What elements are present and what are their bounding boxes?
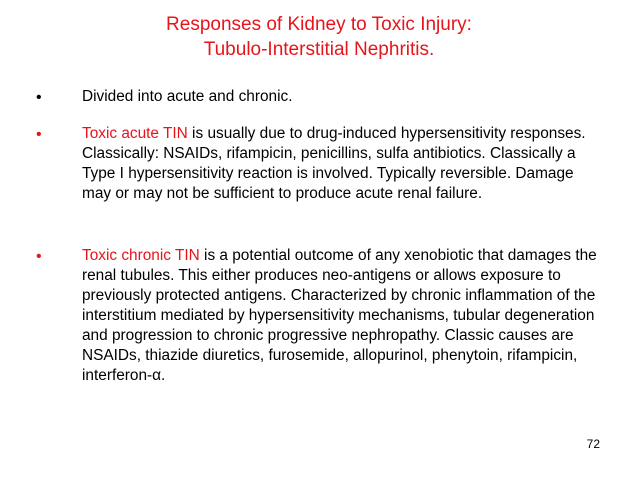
bullet-body: Divided into acute and chronic. bbox=[82, 88, 293, 105]
bullet-body: is usually due to drug-induced hypersensitivity responses. Classically: NSAIDs, rifampicin, penicillins, sulfa antibiotics. Classically a Type I hypersensitivity reaction is involved. Typically reversible. Damage may or may not be sufficient to produce acute renal failure. bbox=[82, 125, 586, 202]
bullet-marker: • bbox=[36, 89, 42, 106]
page-number: 72 bbox=[586, 437, 600, 451]
slide-title bbox=[0, 12, 638, 62]
bullet-lead: Toxic chronic TIN bbox=[82, 247, 200, 264]
bullet-body: is a potential outcome of any xenobiotic that damages the renal tubules. This either produces neo-antigens or allows exposure to previously protected antigens. Characterized by chronic inflammation of the interstitium mediated by hypersensitivity mechanisms, tubular degeneration and progression to chronic progressive nephropathy. Classic causes are NSAIDs, thiazide diuretics, furosemide, allopurinol, phenytoin, rifampicin, interferon-α. bbox=[82, 247, 597, 384]
bullet-text bbox=[82, 87, 602, 107]
bullet-marker: • bbox=[36, 248, 42, 265]
slide-title-line-2: Tubulo-Interstitial Nephritis. bbox=[203, 39, 435, 60]
slide-title-line-1: Responses of Kidney to Toxic Injury: bbox=[166, 14, 472, 35]
bullet-text bbox=[82, 246, 602, 386]
bullet-marker: • bbox=[36, 126, 42, 143]
bullet-lead: Toxic acute TIN bbox=[82, 125, 188, 142]
bullet-text bbox=[82, 124, 602, 204]
